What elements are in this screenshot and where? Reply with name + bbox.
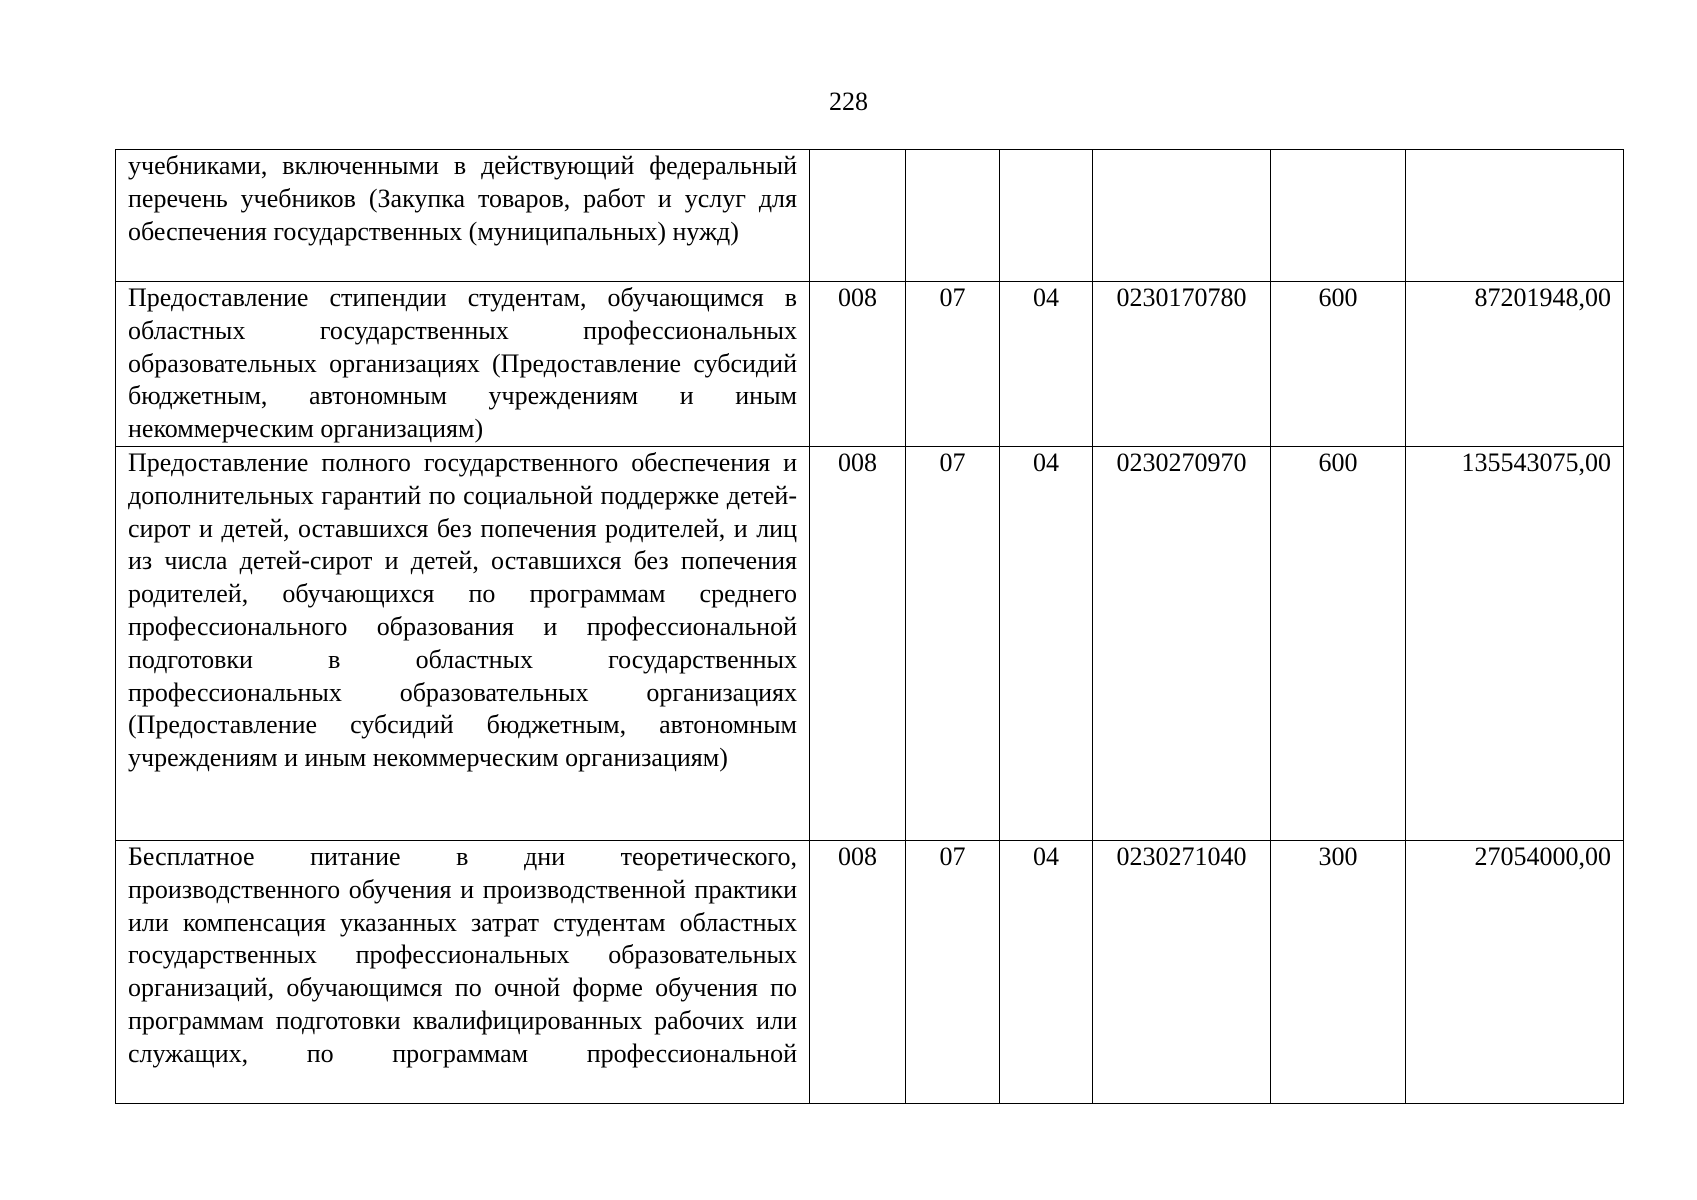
table-row bbox=[116, 150, 1624, 282]
expense-type-code: 600 bbox=[1271, 447, 1406, 841]
subsection-code: 04 bbox=[1000, 282, 1093, 447]
expense-type-code: 600 bbox=[1271, 282, 1406, 447]
section-code: 07 bbox=[906, 841, 1000, 1104]
amount: 135543075,00 bbox=[1406, 447, 1624, 841]
ministry-code: 008 bbox=[810, 841, 906, 1104]
subsection-code bbox=[1000, 150, 1093, 282]
section-code: 07 bbox=[906, 447, 1000, 841]
row-description: Предоставление стипендии студентам, обучающимся в областных государственных профессиональных образовательных организациях (Предоставление субсидий бюджетным, автономным учреждениям и иным некоммерческим организациям) bbox=[116, 282, 810, 447]
expense-type-code bbox=[1271, 150, 1406, 282]
row-description: Предоставление полного государственного обеспечения и дополнительных гарантий по социальной поддержке детей-сирот и детей, оставшихся без попечения родителей, и лиц из числа детей-сирот и детей, оставшихся без попечения родителей, обучающихся по программам среднего профессионального образования и профессиональной подготовки в областных государственных профессиональных образовательных организациях (Предоставление субсидий бюджетным, автономным учреждениям и иным некоммерческим организациям) bbox=[116, 447, 810, 841]
section-code bbox=[906, 150, 1000, 282]
target-article-code bbox=[1093, 150, 1271, 282]
target-article-code: 0230270970 bbox=[1093, 447, 1271, 841]
ministry-code: 008 bbox=[810, 282, 906, 447]
amount bbox=[1406, 150, 1624, 282]
subsection-code: 04 bbox=[1000, 447, 1093, 841]
ministry-code: 008 bbox=[810, 447, 906, 841]
table-row bbox=[116, 447, 1624, 841]
amount: 87201948,00 bbox=[1406, 282, 1624, 447]
target-article-code: 0230271040 bbox=[1093, 841, 1271, 1104]
table-row bbox=[116, 282, 1624, 447]
expense-type-code: 300 bbox=[1271, 841, 1406, 1104]
table-row bbox=[116, 841, 1624, 1104]
budget-table bbox=[115, 149, 1624, 1104]
target-article-code: 0230170780 bbox=[1093, 282, 1271, 447]
page-number: 228 bbox=[829, 87, 868, 116]
amount: 27054000,00 bbox=[1406, 841, 1624, 1104]
section-code: 07 bbox=[906, 282, 1000, 447]
subsection-code: 04 bbox=[1000, 841, 1093, 1104]
row-description: учебниками, включенными в действующий федеральный перечень учебников (Закупка товаров, работ и услуг для обеспечения государственных (муниципальных) нужд) bbox=[116, 150, 810, 282]
ministry-code bbox=[810, 150, 906, 282]
row-description: Бесплатное питание в дни теоретического, производственного обучения и производственной практики или компенсация указанных затрат студентам областных государственных профессиональных образовательных организаций, обучающимся по очной форме обучения по программам подготовки квалифицированных рабочих или служащих, по программам профессиональной bbox=[116, 841, 810, 1104]
